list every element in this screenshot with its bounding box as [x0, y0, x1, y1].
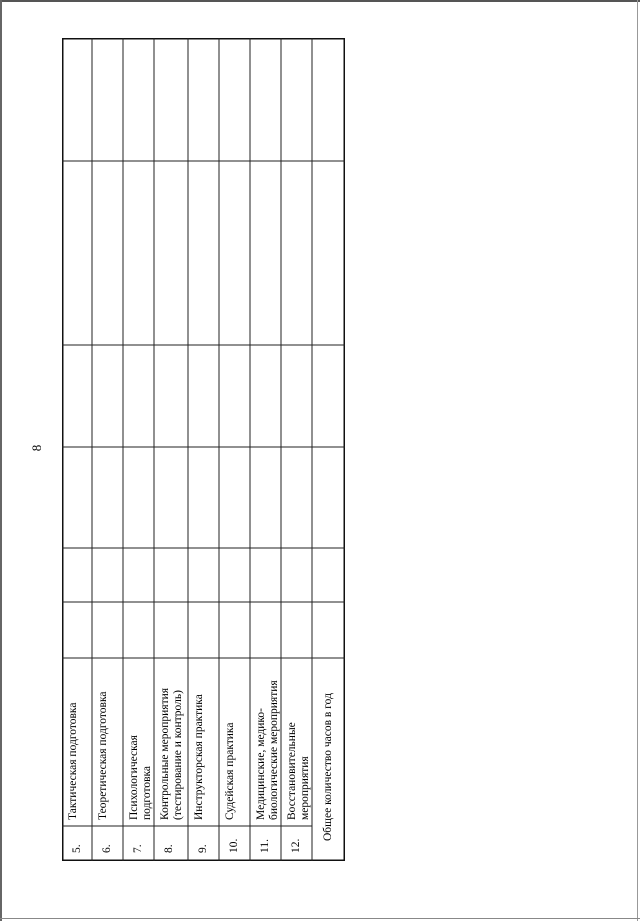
row-number: 6.: [101, 844, 113, 853]
row-label: Тактическая подготовка: [67, 702, 79, 820]
row-label: Судейская практика: [224, 722, 236, 820]
row-label: Психологическая подготовка: [128, 735, 153, 820]
scan-frame-right: [637, 0, 638, 921]
training-plan-table: [62, 38, 345, 861]
scan-frame-bottom: [0, 918, 640, 919]
row-label: Инструкторская практика: [193, 694, 205, 820]
total-hours-label: Общее количество часов в год: [322, 693, 334, 841]
page-number: 8: [29, 444, 44, 452]
row-number: 11.: [259, 839, 271, 853]
row-label: Контрольные мероприятия (тестирование и контроль): [159, 687, 184, 820]
row-number: 8.: [163, 844, 175, 853]
row-label: Теоретическая подготовка: [97, 691, 109, 820]
row-number: 5.: [71, 844, 83, 853]
row-number: 12.: [290, 838, 302, 853]
row-number: 7.: [132, 844, 144, 853]
row-label: Восстановительные мероприятия: [286, 722, 311, 820]
row-label: Медицинские, медико- биологические мероприятия: [255, 680, 280, 820]
row-number: 10.: [228, 838, 240, 853]
scan-frame-top: [0, 0, 640, 2]
scan-frame-left: [0, 0, 2, 921]
row-number: 9.: [197, 844, 209, 853]
